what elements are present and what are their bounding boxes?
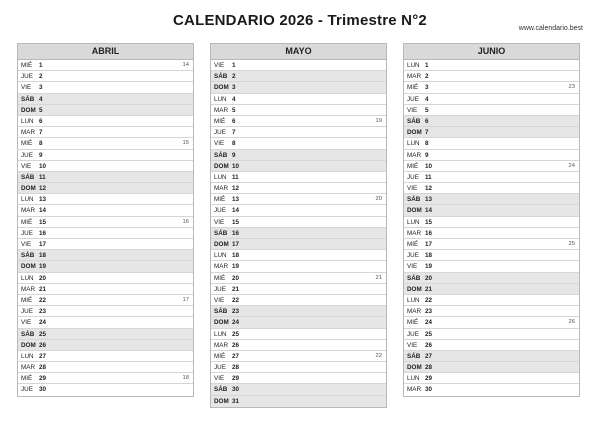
day-number: 26 — [232, 341, 240, 349]
day-list — [18, 60, 193, 396]
weekday-label: JUE — [214, 129, 226, 137]
week-number: 17 — [182, 296, 189, 303]
day-row — [404, 340, 579, 351]
weekday-label: VIE — [214, 296, 225, 304]
day-row — [404, 71, 579, 82]
day-row — [211, 116, 386, 127]
day-row — [18, 239, 193, 250]
day-row — [18, 329, 193, 340]
day-row — [18, 261, 193, 272]
day-number: 3 — [425, 84, 429, 92]
weekday-label: VIE — [214, 140, 225, 148]
day-number: 10 — [39, 162, 47, 170]
day-number: 30 — [425, 386, 433, 394]
week-number: 24 — [568, 162, 575, 169]
week-number: 16 — [182, 218, 189, 225]
day-list — [404, 60, 579, 396]
weekday-label: LUN — [214, 173, 227, 181]
day-row — [404, 60, 579, 71]
weekday-label: SÁB — [407, 196, 421, 204]
weekday-label: VIE — [21, 162, 32, 170]
weekday-label: MIÉ — [21, 62, 33, 69]
day-number: 9 — [232, 151, 236, 159]
day-number: 3 — [232, 84, 236, 92]
day-number: 23 — [39, 308, 47, 316]
weekday-label: SÁB — [214, 229, 228, 237]
day-row — [18, 228, 193, 239]
day-row — [211, 205, 386, 216]
weekday-label: VIE — [21, 241, 32, 248]
weekday-label: JUE — [214, 364, 226, 372]
weekday-label: MIÉ — [407, 162, 419, 170]
day-number: 18 — [232, 252, 240, 260]
day-row — [404, 284, 579, 295]
day-row — [211, 60, 386, 71]
day-number: 26 — [425, 341, 433, 349]
weekday-label: SÁB — [21, 173, 35, 181]
day-number: 12 — [39, 185, 47, 193]
day-number: 7 — [39, 129, 43, 137]
day-number: 23 — [425, 308, 433, 316]
day-number: 2 — [425, 73, 429, 81]
weekday-label: JUE — [214, 285, 226, 293]
weekday-label: MIÉ — [21, 296, 33, 304]
weekday-label: MAR — [407, 229, 421, 237]
day-number: 21 — [425, 285, 433, 293]
day-row — [404, 250, 579, 261]
weekday-label: MIÉ — [407, 241, 419, 248]
weekday-label: SÁB — [214, 308, 228, 316]
weekday-label: MAR — [21, 129, 35, 137]
day-row — [211, 239, 386, 250]
weekday-label: DOM — [407, 364, 422, 372]
day-number: 16 — [232, 229, 240, 237]
weekday-label: LUN — [21, 117, 34, 125]
day-row — [404, 116, 579, 127]
day-row — [404, 150, 579, 161]
day-number: 16 — [425, 229, 433, 237]
weekday-label: MAR — [214, 263, 228, 271]
day-number: 13 — [425, 196, 433, 204]
weekday-label: LUN — [407, 218, 420, 226]
day-row — [404, 317, 579, 328]
day-number: 9 — [39, 151, 43, 159]
day-row — [18, 150, 193, 161]
day-number: 21 — [39, 285, 47, 293]
day-number: 29 — [425, 375, 433, 383]
day-number: 8 — [39, 140, 43, 148]
day-row — [18, 161, 193, 172]
day-number: 4 — [232, 95, 236, 103]
day-number: 11 — [425, 173, 432, 181]
weekday-label: SÁB — [407, 117, 421, 125]
weekday-label: SÁB — [214, 386, 228, 394]
day-number: 8 — [232, 140, 236, 148]
weekday-label: SÁB — [214, 151, 228, 159]
day-row — [404, 105, 579, 116]
day-row — [211, 273, 386, 284]
weekday-label: MIÉ — [214, 274, 226, 282]
day-row — [18, 71, 193, 82]
day-row — [18, 205, 193, 216]
day-number: 7 — [232, 129, 236, 137]
weekday-label: JUE — [407, 95, 419, 103]
weekday-label: DOM — [407, 129, 422, 137]
day-number: 18 — [39, 252, 47, 260]
weekday-label: LUN — [407, 62, 420, 69]
day-row — [404, 295, 579, 306]
day-row — [18, 362, 193, 373]
month-june — [403, 43, 580, 397]
weekday-label: VIE — [21, 84, 32, 92]
weekday-label: VIE — [214, 218, 225, 226]
weekday-label: DOM — [21, 106, 36, 114]
weekday-label: MIÉ — [407, 84, 419, 92]
day-row — [211, 362, 386, 373]
day-row — [18, 82, 193, 93]
day-row — [211, 94, 386, 105]
day-row — [211, 284, 386, 295]
day-row — [211, 127, 386, 138]
page-title: CALENDARIO 2026 - Trimestre N°2 — [173, 12, 427, 29]
day-row — [404, 127, 579, 138]
day-number: 10 — [425, 162, 433, 170]
weekday-label: MIÉ — [21, 140, 33, 148]
day-row — [211, 105, 386, 116]
day-row — [211, 317, 386, 328]
weekday-label: JUE — [407, 252, 419, 260]
day-row — [18, 351, 193, 362]
weekday-label: MAR — [21, 364, 35, 372]
day-number: 6 — [39, 117, 43, 125]
day-number: 16 — [39, 229, 47, 237]
day-number: 9 — [425, 151, 429, 159]
day-number: 27 — [425, 352, 433, 360]
day-number: 5 — [39, 106, 43, 114]
day-row — [404, 161, 579, 172]
day-row — [404, 384, 579, 395]
day-row — [404, 138, 579, 149]
day-row — [18, 217, 193, 228]
weekday-label: JUE — [407, 173, 419, 181]
day-row — [18, 273, 193, 284]
day-row — [211, 71, 386, 82]
day-number: 2 — [232, 73, 236, 81]
month-header: ABRIL — [18, 44, 193, 60]
day-row — [18, 94, 193, 105]
day-row — [404, 183, 579, 194]
weekday-label: MAR — [407, 386, 421, 394]
weekday-label: SÁB — [21, 330, 35, 338]
day-number: 12 — [232, 185, 240, 193]
day-row — [18, 250, 193, 261]
day-number: 17 — [232, 241, 240, 248]
day-row — [404, 261, 579, 272]
day-number: 6 — [232, 117, 236, 125]
day-number: 15 — [39, 218, 47, 226]
weekday-label: DOM — [21, 185, 36, 193]
weekday-label: JUE — [21, 151, 33, 159]
day-row — [404, 228, 579, 239]
day-number: 15 — [232, 218, 240, 226]
day-number: 20 — [425, 274, 433, 282]
day-row — [18, 60, 193, 71]
day-number: 30 — [232, 386, 240, 394]
day-number: 14 — [39, 207, 47, 215]
weekday-label: MAR — [407, 308, 421, 316]
day-row — [211, 306, 386, 317]
day-number: 5 — [425, 106, 429, 114]
day-row — [211, 228, 386, 239]
day-number: 21 — [232, 285, 240, 293]
day-number: 24 — [425, 319, 433, 327]
day-row — [18, 317, 193, 328]
day-row — [211, 384, 386, 395]
weekday-label: MAR — [21, 285, 35, 293]
day-number: 11 — [232, 173, 239, 181]
month-header: MAYO — [211, 44, 386, 60]
day-number: 22 — [39, 296, 47, 304]
day-row — [211, 340, 386, 351]
weekday-label: SÁB — [21, 95, 35, 103]
day-number: 31 — [232, 397, 240, 405]
day-row — [211, 82, 386, 93]
day-row — [18, 384, 193, 395]
day-row — [211, 396, 386, 407]
day-row — [18, 373, 193, 384]
weekday-label: LUN — [21, 352, 34, 360]
day-row — [404, 82, 579, 93]
weekday-label: MIÉ — [214, 352, 226, 360]
day-row — [211, 373, 386, 384]
weekday-label: LUN — [214, 330, 227, 338]
weekday-label: LUN — [407, 296, 420, 304]
day-number: 27 — [39, 352, 47, 360]
weekday-label: VIE — [407, 341, 418, 349]
month-april — [17, 43, 194, 397]
day-row — [18, 284, 193, 295]
day-row — [18, 295, 193, 306]
day-number: 29 — [39, 375, 47, 383]
day-number: 25 — [39, 330, 47, 338]
weekday-label: MAR — [407, 151, 421, 159]
week-number: 21 — [375, 274, 382, 281]
day-number: 28 — [425, 364, 433, 372]
day-number: 29 — [232, 375, 240, 383]
weekday-label: DOM — [407, 285, 422, 293]
weekday-label: SÁB — [407, 352, 421, 360]
week-number: 14 — [182, 62, 189, 68]
weekday-label: LUN — [214, 95, 227, 103]
day-row — [404, 194, 579, 205]
weekday-label: LUN — [407, 140, 420, 148]
weekday-label: DOM — [407, 207, 422, 215]
day-row — [211, 161, 386, 172]
day-number: 19 — [425, 263, 433, 271]
weekday-label: LUN — [21, 196, 34, 204]
day-row — [211, 183, 386, 194]
day-number: 24 — [39, 319, 47, 327]
day-number: 28 — [39, 364, 47, 372]
day-number: 3 — [39, 84, 43, 92]
day-row — [404, 273, 579, 284]
weekday-label: VIE — [214, 375, 225, 383]
day-row — [18, 340, 193, 351]
day-number: 30 — [39, 386, 47, 394]
day-row — [404, 351, 579, 362]
day-row — [18, 194, 193, 205]
weekday-label: LUN — [214, 252, 227, 260]
month-may — [210, 43, 387, 408]
day-number: 1 — [425, 62, 429, 69]
day-number: 13 — [232, 196, 240, 204]
day-number: 28 — [232, 364, 240, 372]
weekday-label: VIE — [407, 106, 418, 114]
weekday-label: MIÉ — [21, 218, 33, 226]
website-label: www.calendario.best — [518, 25, 583, 32]
day-number: 4 — [39, 95, 43, 103]
day-row — [211, 250, 386, 261]
day-number: 23 — [232, 308, 240, 316]
day-row — [404, 205, 579, 216]
weekday-label: MAR — [214, 341, 228, 349]
day-number: 20 — [39, 274, 47, 282]
week-number: 26 — [568, 319, 575, 326]
day-row — [211, 261, 386, 272]
weekday-label: JUE — [21, 386, 33, 394]
day-number: 13 — [39, 196, 47, 204]
day-row — [211, 351, 386, 362]
day-number: 25 — [232, 330, 240, 338]
day-number: 20 — [232, 274, 240, 282]
weekday-label: DOM — [214, 241, 229, 248]
day-row — [211, 217, 386, 228]
month-header: JUNIO — [404, 44, 579, 60]
weekday-label: MIÉ — [214, 196, 226, 204]
day-number: 22 — [232, 296, 240, 304]
weekday-label: MAR — [21, 207, 35, 215]
weekday-label: DOM — [214, 319, 229, 327]
weekday-label: VIE — [407, 263, 418, 271]
weekday-label: SÁB — [407, 274, 421, 282]
day-row — [18, 127, 193, 138]
weekday-label: MIÉ — [214, 117, 226, 125]
day-row — [18, 183, 193, 194]
day-row — [404, 362, 579, 373]
day-row — [18, 172, 193, 183]
day-number: 15 — [425, 218, 433, 226]
week-number: 25 — [568, 241, 575, 247]
week-number: 18 — [182, 375, 189, 382]
weekday-label: JUE — [407, 330, 419, 338]
day-row — [404, 239, 579, 250]
weekday-label: JUE — [214, 207, 226, 215]
weekday-label: MAR — [214, 106, 228, 114]
day-list — [211, 60, 386, 407]
day-row — [404, 306, 579, 317]
day-row — [211, 329, 386, 340]
weekday-label: DOM — [214, 397, 229, 405]
weekday-label: DOM — [21, 341, 36, 349]
weekday-label: LUN — [21, 274, 34, 282]
weekday-label: VIE — [407, 185, 418, 193]
day-row — [211, 172, 386, 183]
day-row — [18, 306, 193, 317]
day-number: 18 — [425, 252, 433, 260]
day-row — [211, 194, 386, 205]
day-number: 17 — [39, 241, 47, 248]
weekday-label: MIÉ — [407, 319, 419, 327]
day-number: 1 — [39, 62, 43, 69]
day-row — [404, 329, 579, 340]
day-number: 5 — [232, 106, 236, 114]
day-number: 26 — [39, 341, 47, 349]
weekday-label: DOM — [214, 162, 229, 170]
day-number: 8 — [425, 140, 429, 148]
day-row — [18, 138, 193, 149]
day-row — [211, 138, 386, 149]
day-number: 14 — [232, 207, 240, 215]
weekday-label: SÁB — [214, 73, 228, 81]
week-number: 20 — [375, 196, 382, 203]
day-number: 27 — [232, 352, 240, 360]
day-row — [211, 150, 386, 161]
day-row — [404, 94, 579, 105]
weekday-label: MAR — [407, 73, 421, 81]
weekday-label: DOM — [214, 84, 229, 92]
day-row — [18, 116, 193, 127]
day-number: 2 — [39, 73, 43, 81]
day-number: 6 — [425, 117, 429, 125]
day-row — [404, 373, 579, 384]
day-number: 19 — [39, 263, 47, 271]
day-number: 17 — [425, 241, 433, 248]
weekday-label: LUN — [407, 375, 420, 383]
weekday-label: JUE — [21, 308, 33, 316]
day-number: 24 — [232, 319, 240, 327]
day-row — [404, 172, 579, 183]
day-row — [211, 295, 386, 306]
day-number: 12 — [425, 185, 433, 193]
day-number: 4 — [425, 95, 429, 103]
day-number: 22 — [425, 296, 433, 304]
week-number: 22 — [375, 352, 382, 359]
weekday-label: VIE — [214, 62, 225, 69]
day-row — [18, 105, 193, 116]
week-number: 19 — [375, 117, 382, 124]
day-number: 10 — [232, 162, 240, 170]
weekday-label: VIE — [21, 319, 32, 327]
day-number: 25 — [425, 330, 433, 338]
day-number: 7 — [425, 129, 429, 137]
week-number: 23 — [568, 84, 575, 91]
weekday-label: MAR — [214, 185, 228, 193]
week-number: 15 — [182, 140, 189, 147]
day-row — [404, 217, 579, 228]
weekday-label: DOM — [21, 263, 36, 271]
weekday-label: MIÉ — [21, 375, 33, 383]
day-number: 1 — [232, 62, 236, 69]
weekday-label: JUE — [21, 73, 33, 81]
day-number: 19 — [232, 263, 240, 271]
weekday-label: SÁB — [21, 252, 35, 260]
day-number: 11 — [39, 173, 46, 181]
weekday-label: JUE — [21, 229, 33, 237]
day-number: 14 — [425, 207, 433, 215]
